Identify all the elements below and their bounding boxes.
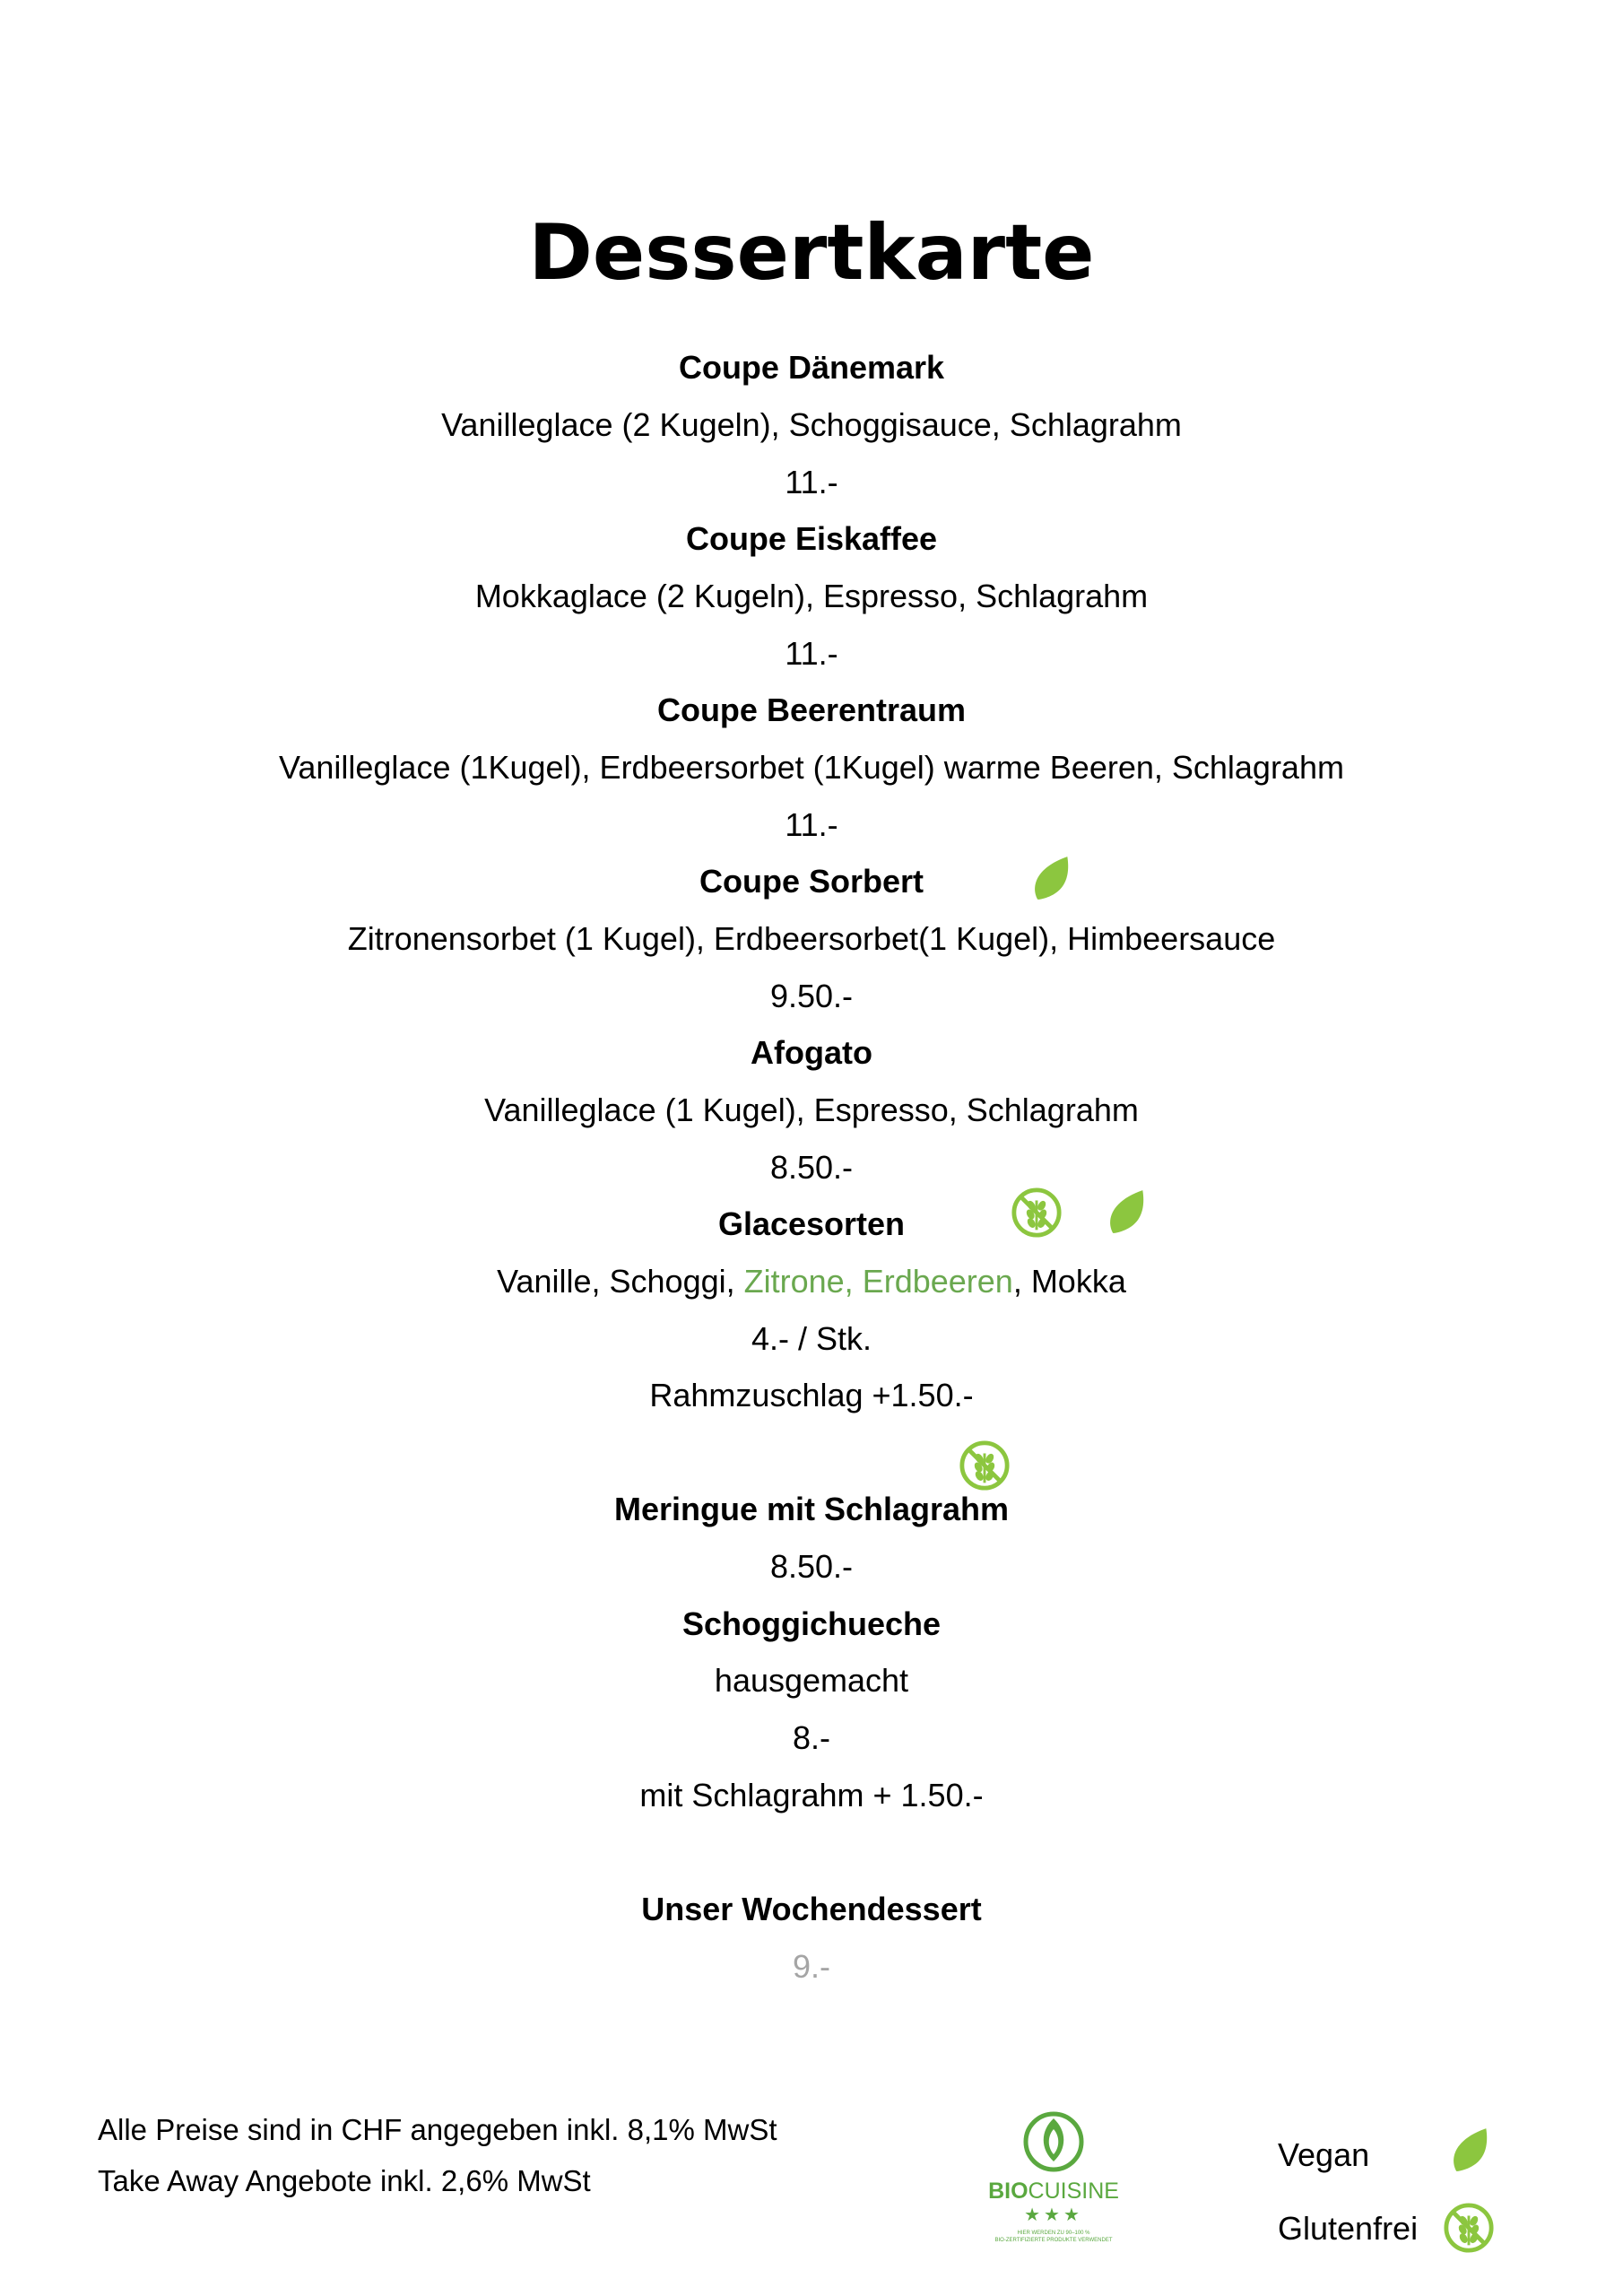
flavor-list-plain: Vanille, Schoggi, bbox=[497, 1263, 744, 1300]
legend-glutenfrei-label: Glutenfrei bbox=[1278, 2210, 1419, 2247]
logo-cuisine: CUISINE bbox=[1028, 2179, 1119, 2204]
vegan-leaf-icon bbox=[1029, 852, 1071, 904]
item-extra: Rahmzuschlag +1.50.- bbox=[649, 1377, 974, 1413]
item-price: 8.50.- bbox=[769, 1548, 854, 1585]
vegan-leaf-icon bbox=[1448, 2124, 1489, 2176]
bio-cuisine-logo bbox=[977, 2109, 1130, 2264]
item-price: 11.- bbox=[785, 635, 838, 672]
item-price: 8.50.- bbox=[769, 1149, 854, 1186]
item-description bbox=[0, 1262, 1623, 1301]
gluten-free-icon bbox=[959, 1439, 1011, 1492]
logo-tagline-2: BIO-ZERTIFIZIERTE PRODUKTE VERWENDET bbox=[994, 2238, 1113, 2243]
item-name: Glacesorten bbox=[717, 1205, 906, 1242]
vegan-leaf-icon bbox=[1105, 1186, 1146, 1238]
item-price: 9.50.- bbox=[769, 978, 854, 1014]
item-description: Mokkaglace (2 Kugeln), Espresso, Schlagrahm bbox=[474, 578, 1149, 614]
item-name: Schoggichueche bbox=[681, 1605, 942, 1642]
item-name: Coupe Beerentraum bbox=[656, 691, 967, 728]
item-name: Coupe Dänemark bbox=[678, 349, 945, 386]
bio-cuisine-emblem-icon bbox=[977, 2109, 1130, 2178]
price-note: Alle Preise sind in CHF angegeben inkl. 8,1% MwSt bbox=[98, 2113, 777, 2146]
item-name: Coupe Sorbert bbox=[699, 863, 924, 900]
item-name: Afogato bbox=[751, 1034, 872, 1071]
flavor-list-end: , Mokka bbox=[1012, 1263, 1126, 1300]
item-description: Zitronensorbet (1 Kugel), Erdbeersorbet(1 Kugel), Himbeersauce bbox=[347, 920, 1276, 957]
takeaway-note: Take Away Angebote inkl. 2,6% MwSt bbox=[98, 2164, 591, 2197]
item-price: 11.- bbox=[785, 806, 838, 843]
gluten-free-icon bbox=[1011, 1187, 1063, 1239]
item-description: hausgemacht bbox=[714, 1662, 909, 1699]
item-extra: mit Schlagrahm + 1.50.- bbox=[639, 1777, 984, 1813]
item-description: Vanilleglace (1Kugel), Erdbeersorbet (1Kugel) warme Beeren, Schlagrahm bbox=[279, 749, 1344, 786]
item-price: 8.- bbox=[792, 1719, 830, 1756]
logo-stars: ★★★ bbox=[1024, 2205, 1083, 2225]
item-price: 4.- / Stk. bbox=[751, 1320, 872, 1357]
legend-vegan-label: Vegan bbox=[1278, 2136, 1370, 2173]
item-name: Coupe Eiskaffee bbox=[685, 520, 938, 557]
gluten-free-icon bbox=[1443, 2202, 1495, 2254]
item-description: Vanilleglace (1 Kugel), Espresso, Schlagrahm bbox=[484, 1091, 1139, 1128]
logo-bio: BIO bbox=[988, 2179, 1028, 2204]
item-name: Unser Wochendessert bbox=[641, 1891, 982, 1927]
item-name: Meringue mit Schlagrahm bbox=[613, 1491, 1010, 1527]
flavor-list-vegan: Zitrone, Erdbeeren bbox=[743, 1263, 1013, 1300]
item-price: 9.- bbox=[792, 1948, 830, 1985]
logo-tagline-1: HIER WERDEN ZU 90–100 % bbox=[1017, 2231, 1090, 2236]
item-price: 11.- bbox=[785, 464, 838, 500]
item-description: Vanilleglace (2 Kugeln), Schoggisauce, Schlagrahm bbox=[441, 406, 1182, 443]
page-title: Dessertkarte bbox=[528, 208, 1095, 298]
